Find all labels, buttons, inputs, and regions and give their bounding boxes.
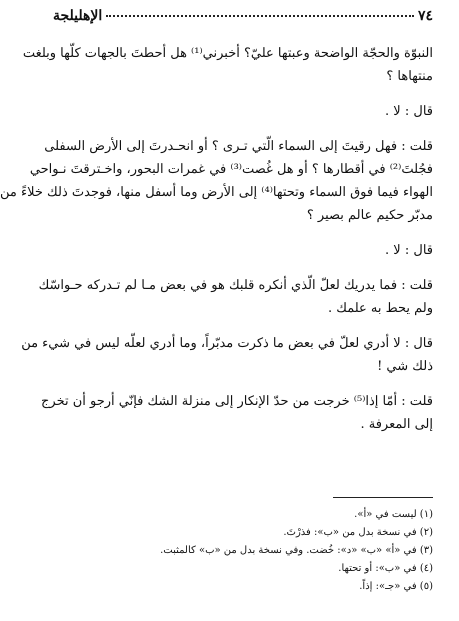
text-line: مدبّر حكيم عالم بصير ؟ xyxy=(306,208,433,223)
page-number: ٧٤ xyxy=(417,8,433,24)
text-line: ولم يحط به علمك . xyxy=(327,301,433,316)
paragraph xyxy=(38,274,433,320)
paragraph xyxy=(49,100,433,123)
text-line: ذلك شي ! xyxy=(377,359,433,374)
header-dotted-leader xyxy=(106,15,414,17)
text-line: قلت : فهل رقيتَ إلى السماء الّتي تـرى ؟ أو انحـدرتَ إلى الأرض السفلى xyxy=(44,139,433,154)
footnotes xyxy=(67,506,433,596)
footnote: (٥) في «جـ»: إذاً. xyxy=(359,581,433,592)
paragraph xyxy=(22,42,433,88)
paragraph xyxy=(41,390,433,436)
footnote: (٣) في «أ» «ب» «د»: خُضت. وفي نسخة بدل من «ب» كالمثبت. xyxy=(160,545,433,556)
paragraph xyxy=(49,239,433,262)
text-line: قال : لا أدري لعلّ في بعض ما ذكرت مدبّراً، وما أدري لعلّه ليس في شيء من xyxy=(21,336,433,351)
text-line: قال : لا . xyxy=(385,104,433,119)
text-line: قال : لا . xyxy=(385,243,433,258)
footnote: (٤) في «ب»: أو تحتها. xyxy=(338,563,433,574)
footnote: (١) ليست في «أ». xyxy=(354,509,433,520)
footnote: (٢) في نسخة بدل من «ب»: فذرْتَ. xyxy=(283,527,433,538)
text-line: النبوّة والحجّة الواضحة وعبتها عليّ؟ أخبرني⁽¹⁾ هل أحطتَ بالجهات كلّها وبلغت xyxy=(22,46,433,61)
paragraph xyxy=(21,332,433,378)
text-line: فجُلتَ⁽²⁾ في أقطارها ؟ أو هل غُصت⁽³⁾ في غمرات البحور، واخـترقتَ نـواحي xyxy=(29,162,433,177)
footnote-separator xyxy=(333,497,433,498)
running-title: الإهليلجة xyxy=(53,8,103,24)
text-line: إلى المعرفة . xyxy=(360,417,433,432)
text-line: الهواء فيما فوق السماء وتحتها⁽⁴⁾ إلى الأرض وما أسفل منها، فوجدتَ ذلك خلاءً من xyxy=(0,185,433,200)
page-header xyxy=(53,8,433,30)
main-text xyxy=(0,42,433,448)
text-line: قلت : فما يدريك لعلّ الّذي أنكره قلبك هو في بعض مـا لم تـدركه حـواسّك xyxy=(38,278,433,293)
text-line: قلت : أمّا إذا⁽⁵⁾ خرجت من حدّ الإنكار إلى منزلة الشك فإنّي أرجو أن تخرج xyxy=(41,394,433,409)
text-line: منتهاها ؟ xyxy=(386,69,433,84)
paragraph xyxy=(0,135,433,227)
